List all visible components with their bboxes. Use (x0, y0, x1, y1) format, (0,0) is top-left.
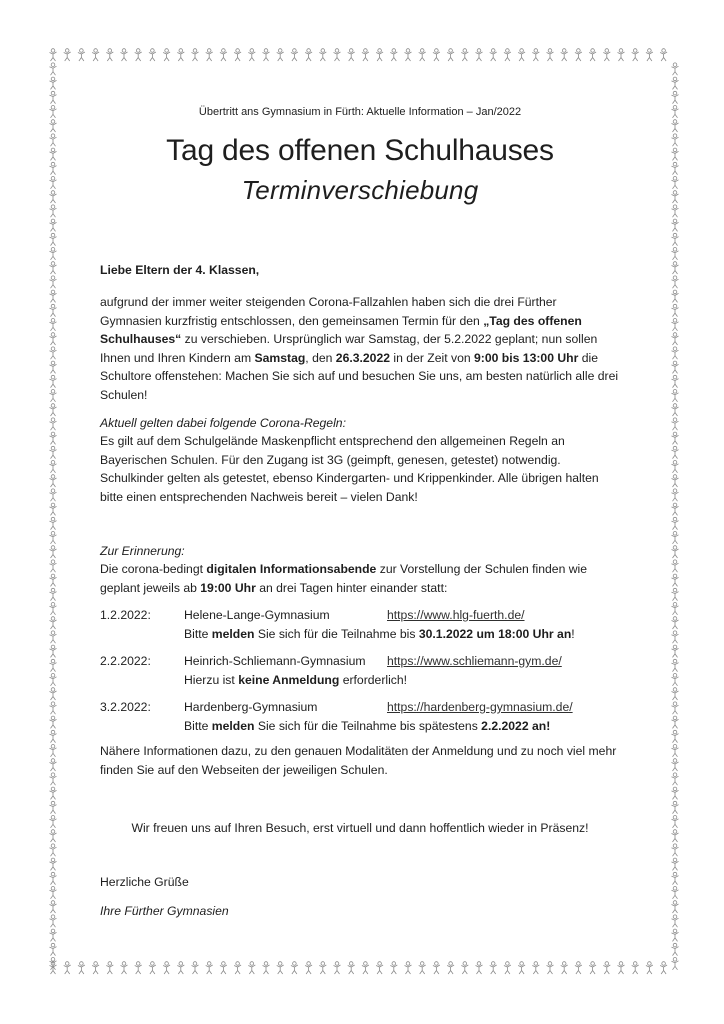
event-date: 1.2.2022: (100, 608, 151, 622)
more-info-paragraph: Nähere Informationen dazu, zu den genauen Modalitäten der Anmeldung und zu noch viel mehr finden Sie auf den Webseiten der jeweiligen Schulen. (100, 744, 617, 777)
event-row (100, 606, 620, 646)
reminder-time: 19:00 Uhr (200, 580, 256, 595)
intro-text-1: aufgrund der immer weiter steigenden Corona-Fallzahlen haben sich die drei Fürther Gymnasien kurzfristig entschlossen, den gemeinsamen Termin für den (100, 295, 557, 328)
event-date: 3.2.2022: (100, 700, 151, 714)
note-bold: keine Anmeldung (238, 673, 340, 687)
note-text: erforderlich! (339, 673, 408, 687)
reminder-text-2: zur Vorstellung der Schulen finden wie geplant jeweils ab (100, 562, 588, 595)
note-text: Sie sich für die Teilnahme bis spätestens (254, 719, 482, 733)
event-row (100, 698, 620, 738)
intro-text-4: in der Zeit von (390, 350, 475, 365)
document-subtitle: Terminverschiebung (241, 175, 479, 205)
signature-sender: Ihre Fürther Gymnasien (100, 904, 229, 918)
intro-new-date: 26.3.2022 (335, 350, 391, 365)
note-text: Sie sich für die Teilnahme bis (254, 627, 419, 641)
intro-day: Samstag (254, 350, 306, 365)
event-note (184, 671, 407, 690)
event-note (184, 717, 550, 736)
reminder-text-3: an drei Tagen hinter einander statt: (255, 580, 448, 595)
reminder-paragraph (100, 560, 620, 597)
note-text: ! (571, 627, 575, 641)
reminder-heading: Zur Erinnerung: (100, 544, 185, 558)
event-row (100, 652, 620, 692)
intro-text-5: die Schultore offenstehen: Machen Sie sich auf und besuchen Sie uns, am besten natürlich alle drei Schulen! (100, 350, 619, 402)
intro-event-name: „Tag des offenen Schulhauses“ (100, 313, 582, 346)
intro-time: 9:00 bis 13:00 Uhr (474, 350, 579, 365)
intro-text-2: zu verschieben. Ursprünglich war Samstag, der 5.2.2022 geplant; nun sollen Ihnen und Ihren Kindern am (100, 332, 598, 365)
greeting: Liebe Eltern der 4. Klassen, (100, 263, 260, 277)
document-title: Tag des offenen Schulhauses (166, 134, 554, 167)
event-date: 2.2.2022: (100, 654, 151, 668)
event-link[interactable]: https://hardenberg-gymnasium.de/ (387, 700, 573, 714)
event-link[interactable]: https://www.hlg-fuerth.de/ (387, 608, 525, 622)
rules-heading: Aktuell gelten dabei folgende Corona-Regeln: (100, 416, 346, 430)
document-kicker: Übertritt ans Gymnasium in Fürth: Aktuelle Information – Jan/2022 (198, 106, 522, 118)
signature-regards: Herzliche Grüße (100, 875, 189, 889)
note-text: Hierzu ist (184, 673, 239, 687)
event-school: Heinrich-Schliemann-Gymnasium (184, 654, 366, 668)
note-text: Bitte (184, 627, 212, 641)
event-school: Helene-Lange-Gymnasium (184, 608, 330, 622)
closing-line: Wir freuen uns auf Ihren Besuch, erst virtuell und dann hoffentlich wieder in Präsenz! (131, 821, 589, 835)
reminder-text-1: Die corona-bedingt (100, 562, 207, 576)
note-bold: 30.1.2022 um 18:00 Uhr an (418, 627, 572, 641)
note-bold: melden (211, 627, 255, 641)
event-school: Hardenberg-Gymnasium (184, 700, 318, 714)
event-note (184, 625, 575, 644)
intro-text-3: , den (305, 350, 336, 365)
event-link[interactable]: https://www.schliemann-gym.de/ (387, 654, 562, 668)
intro-paragraph (100, 293, 620, 404)
rules-paragraph: Es gilt auf dem Schulgelände Maskenpflicht entsprechend den allgemeinen Regeln an Bayerischen Schulen. Für den Zugang ist 3G (geimpft, genesen, getestet) notwendig. Schulkinder gelten als getestet, ebenso Kindergarten- und Krippenkinder. Alle übrigen halten bitte einen entsprechenden Nachweis bereit – vielen Dank! (100, 434, 599, 504)
note-bold: melden (211, 719, 255, 733)
note-text: Bitte (184, 719, 212, 733)
note-bold: 2.2.2022 an! (481, 719, 551, 733)
reminder-event-type: digitalen Informationsabende (206, 562, 377, 576)
